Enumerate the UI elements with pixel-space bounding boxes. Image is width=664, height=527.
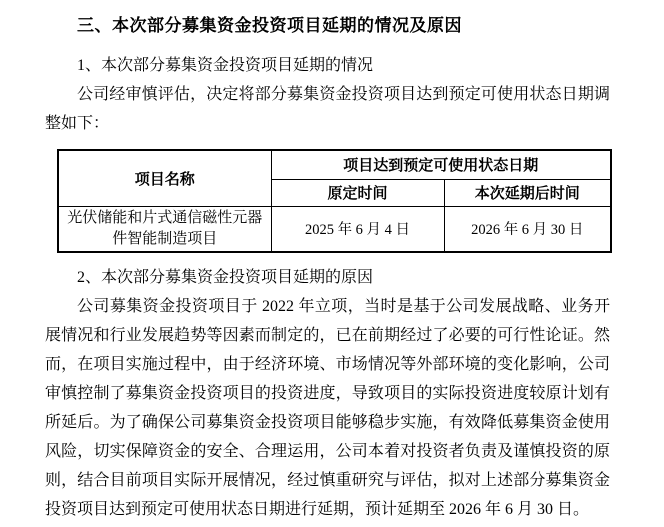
project-name-header: 项目名称 bbox=[58, 150, 271, 206]
table-row bbox=[58, 206, 611, 252]
original-date-header: 原定时间 bbox=[271, 179, 444, 206]
project-name-cell: 光伏储能和片式通信磁性元器件智能制造项目 bbox=[58, 206, 271, 252]
paragraph-1: 公司经审慎评估，决定将部分募集资金投资项目达到预定可使用状态日期调整如下： bbox=[45, 86, 610, 132]
subsection-2-heading: 2、本次部分募集资金投资项目延期的原因 bbox=[77, 269, 374, 286]
ready-date-header: 项目达到预定可使用状态日期 bbox=[271, 150, 611, 179]
table-header-row-1 bbox=[58, 150, 611, 179]
original-date-cell: 2025 年 6 月 4 日 bbox=[271, 206, 444, 252]
paragraph-2: 公司募集资金投资项目于 2022 年立项，当时是基于公司发展战略、业务开展情况和行业发展趋势等因素而制定的，已在前期经过了必要的可行性论证。然而，在项目实施过程中，由于经济环境、市场情况等外部环境的变化影响，公司审慎控制了募集资金投资项目的投资进度，导致项目的实际投资进度较原计划有所延后。为了确保公司募集资金投资项目能够稳步实施，有效降低募集资金使用风险，切实保障资金的安全、合理运用，公司本着对投资者负责及谨慎投资的原则，结合目前项目实际开展情况，经过慎重研究与评估，拟对上述部分募集资金投资项目达到预定可使用状态日期进行延期，预计延期至 2026 年 6 月 30 日。 bbox=[45, 298, 610, 518]
delay-table bbox=[57, 149, 612, 253]
subsection-1-heading: 1、本次部分募集资金投资项目延期的情况 bbox=[77, 57, 374, 74]
extended-date-header: 本次延期后时间 bbox=[444, 179, 611, 206]
section-heading: 三、本次部分募集资金投资项目延期的情况及原因 bbox=[77, 16, 462, 35]
extended-date-cell: 2026 年 6 月 30 日 bbox=[444, 206, 611, 252]
